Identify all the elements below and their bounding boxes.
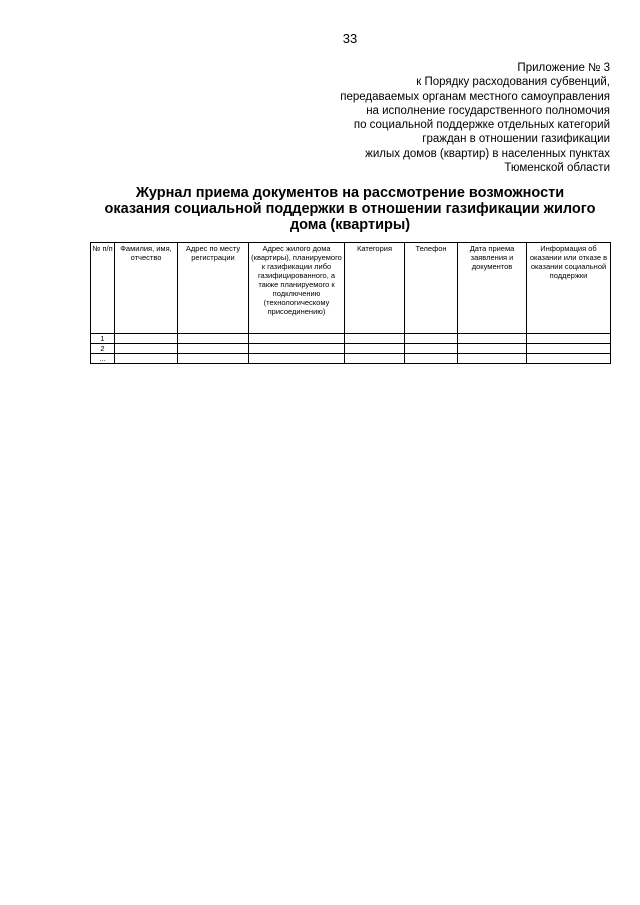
table-cell — [249, 344, 345, 354]
table-cell: ... — [91, 354, 115, 364]
column-header-number: № п/п — [91, 243, 115, 334]
title-line: Журнал приема документов на рассмотрение возможности — [135, 185, 565, 201]
table-cell — [405, 344, 458, 354]
table-cell — [178, 354, 249, 364]
table-header-row — [91, 243, 611, 334]
table-cell: 2 — [91, 344, 115, 354]
table-cell — [405, 354, 458, 364]
table-cell — [178, 344, 249, 354]
column-header-full-name: Фамилия, имя, отчество — [115, 243, 178, 334]
table-cell — [345, 354, 405, 364]
column-header-house-address: Адрес жилого дома (квартиры), планируемого к газификации либо газифицированного, а также планируемого к подключению (технологическому присоединению) — [249, 243, 345, 334]
table-cell — [527, 344, 611, 354]
appendix-line: жилых домов (квартир) в населенных пунктах — [365, 147, 610, 160]
appendix-line: на исполнение государственного полномочия — [366, 104, 610, 117]
table-row — [91, 344, 611, 354]
table-cell — [115, 344, 178, 354]
column-header-support-info: Информация об оказании или отказе в оказании социальной поддержки — [527, 243, 611, 334]
appendix-caption — [280, 61, 610, 175]
table-cell — [345, 334, 405, 344]
table-cell — [115, 354, 178, 364]
title-line: дома (квартиры) — [289, 217, 411, 233]
table-cell — [249, 354, 345, 364]
table-cell — [458, 354, 527, 364]
table-cell — [345, 344, 405, 354]
table-cell — [458, 344, 527, 354]
appendix-line: Приложение № 3 — [517, 62, 610, 74]
column-header-registration-address: Адрес по месту регистрации — [178, 243, 249, 334]
table-cell — [405, 334, 458, 344]
page-number: 33 — [342, 31, 358, 46]
column-header-date-received: Дата приема заявления и документов — [458, 243, 527, 334]
table-cell — [527, 354, 611, 364]
title-line: оказания социальной поддержки в отношении газификации жилого — [104, 201, 596, 217]
table-row — [91, 354, 611, 364]
table-cell: 1 — [91, 334, 115, 344]
appendix-line: граждан в отношении газификации — [422, 133, 610, 146]
journal-table — [90, 242, 611, 364]
column-header-category: Категория — [345, 243, 405, 334]
table-cell — [249, 334, 345, 344]
table-cell — [115, 334, 178, 344]
appendix-line: по социальной поддержке отдельных категорий — [353, 119, 610, 132]
table-cell — [527, 334, 611, 344]
table-cell — [458, 334, 527, 344]
appendix-line: Тюменской области — [504, 162, 610, 175]
table-row — [91, 334, 611, 344]
appendix-line: передаваемых органам местного самоуправления — [340, 90, 610, 103]
column-header-phone: Телефон — [405, 243, 458, 334]
document-title — [100, 185, 600, 233]
appendix-line: к Порядку расходования субвенций, — [416, 76, 610, 89]
table-cell — [178, 334, 249, 344]
